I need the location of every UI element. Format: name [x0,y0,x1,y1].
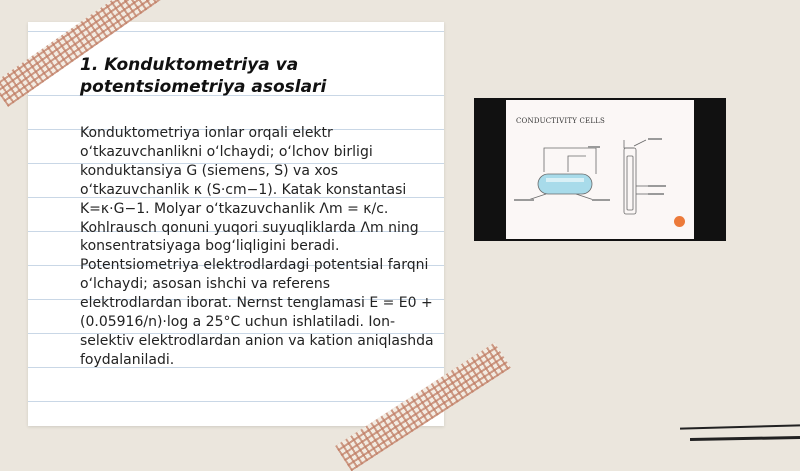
section-body: Konduktometriya ionlar orqali elektr o‘tkazuvchanlikni o‘lchaydi; o‘lchov birligi konduktansiya G (siemens, S) va xos o‘tkazuvchanlik κ (S·cm−1). Katak konstantasi K=κ·G−1. Molyar o‘tkazuvchanlik Λm = κ/c. Kohlrausch qonuni yuqori suyuqliklarda Λm ning konsentratsiyaga bog‘liqligini beradi. Potentsiometriya elektrodlardagi potentsial farqni o‘lchaydi; asosan ishchi va referens elektrodlardan iborat. Nernst tenglamasi E = E0 + (0.05916/n)·log a 25°C uchun ishlatiladi. Ion-selektiv elektrodlardan anion va kation aniqlashda foydalaniladi. [80,125,434,368]
accent-dot [674,216,685,227]
conductivity-cell-diagram [506,100,694,239]
slide-content [506,100,694,239]
section-title: 1. Konduktometriya va potentsiometriya asoslari [80,55,327,97]
embedded-slide[interactable] [474,98,726,241]
decorative-line-1 [680,424,800,429]
slide-caption: CONDUCTIVITY CELLS [516,117,606,125]
decorative-line-2 [690,436,800,440]
